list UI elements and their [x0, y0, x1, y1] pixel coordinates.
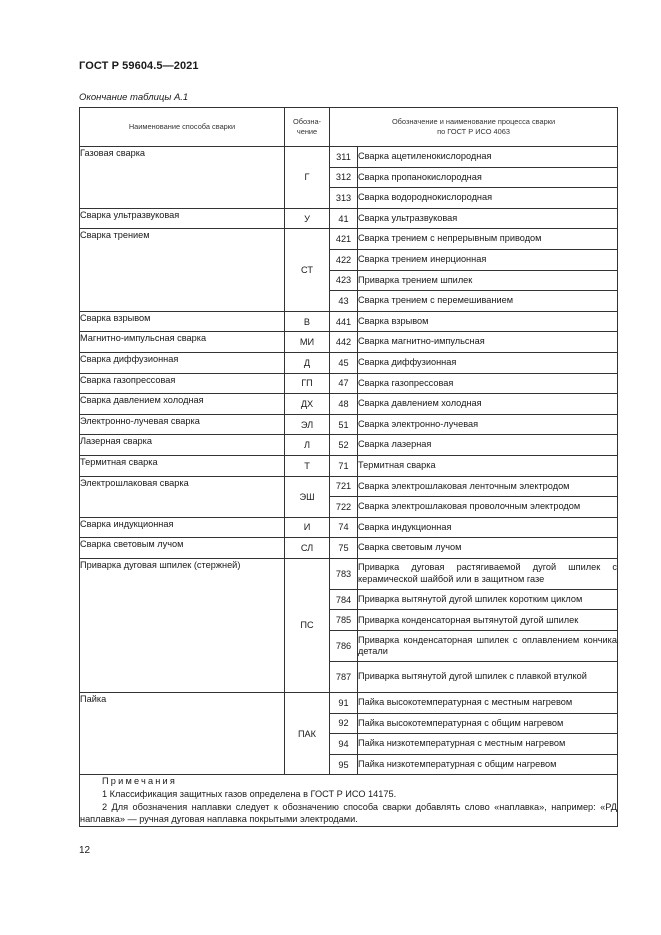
- abbr-cell: ЭШ: [285, 476, 330, 517]
- process-name-cell: Сварка трением с перемешиванием: [358, 291, 618, 312]
- method-cell: Пайка: [80, 693, 285, 775]
- abbr-cell: Д: [285, 352, 330, 373]
- table-row: [80, 476, 618, 497]
- abbr-cell: ГП: [285, 373, 330, 394]
- process-name-cell: Пайка низкотемпературная с местным нагревом: [358, 734, 618, 755]
- table-body: [80, 147, 618, 775]
- notes-row: [80, 775, 618, 826]
- process-code-cell: 45: [330, 352, 358, 373]
- process-name-cell: Сварка электронно-лучевая: [358, 414, 618, 435]
- process-name-cell: Сварка диффузионная: [358, 352, 618, 373]
- process-code-cell: 787: [330, 662, 358, 693]
- process-name-cell: Приварка дуговая растягиваемой дугой шпилек с керамической шайбой или в защитном газе: [358, 558, 618, 589]
- abbr-cell: МИ: [285, 332, 330, 353]
- process-name-cell: Пайка низкотемпературная с общим нагревом: [358, 754, 618, 775]
- page-number: 12: [79, 845, 91, 856]
- table-row: [80, 311, 618, 332]
- method-cell: Газовая сварка: [80, 147, 285, 209]
- process-name-cell: Сварка трением с непрерывным приводом: [358, 229, 618, 250]
- process-name-cell: Приварка конденсаторная вытянутой дугой шпилек: [358, 610, 618, 631]
- process-code-cell: 43: [330, 291, 358, 312]
- abbr-cell: ПС: [285, 558, 330, 692]
- process-code-cell: 721: [330, 476, 358, 497]
- process-code-cell: 312: [330, 167, 358, 188]
- table-row: [80, 373, 618, 394]
- process-name-cell: Сварка давлением холодная: [358, 394, 618, 415]
- table-row: [80, 693, 618, 714]
- process-name-cell: Пайка высокотемпературная с общим нагревом: [358, 713, 618, 734]
- table-row: [80, 394, 618, 415]
- abbr-cell: ДХ: [285, 394, 330, 415]
- process-code-cell: 421: [330, 229, 358, 250]
- table-row: [80, 229, 618, 250]
- method-cell: Приварка дуговая шпилек (стержней): [80, 558, 285, 692]
- process-code-cell: 784: [330, 589, 358, 610]
- process-code-cell: 48: [330, 394, 358, 415]
- process-code-cell: 75: [330, 538, 358, 559]
- method-cell: Сварка ультразвуковая: [80, 208, 285, 229]
- table-row: [80, 147, 618, 168]
- header-process: [330, 108, 618, 147]
- process-name-cell: Сварка электрошлаковая ленточным электродом: [358, 476, 618, 497]
- table-row: [80, 558, 618, 589]
- table-row: [80, 538, 618, 559]
- process-code-cell: 51: [330, 414, 358, 435]
- table-caption: Окончание таблицы А.1: [79, 92, 189, 103]
- table-row: [80, 414, 618, 435]
- method-cell: Электронно-лучевая сварка: [80, 414, 285, 435]
- method-cell: Сварка давлением холодная: [80, 394, 285, 415]
- process-name-cell: Сварка газопрессовая: [358, 373, 618, 394]
- note-item: 1 Классификация защитных газов определена в ГОСТ Р ИСО 14175.: [102, 789, 397, 800]
- method-cell: Сварка диффузионная: [80, 352, 285, 373]
- process-name-cell: Сварка пропанокислородная: [358, 167, 618, 188]
- method-cell: Сварка газопрессовая: [80, 373, 285, 394]
- process-code-cell: 91: [330, 693, 358, 714]
- process-code-cell: 47: [330, 373, 358, 394]
- abbr-cell: СЛ: [285, 538, 330, 559]
- abbr-cell: Т: [285, 455, 330, 476]
- method-cell: Сварка индукционная: [80, 517, 285, 538]
- table-row: [80, 332, 618, 353]
- method-cell: Сварка световым лучом: [80, 538, 285, 559]
- process-name-cell: Сварка взрывом: [358, 311, 618, 332]
- table-row: [80, 435, 618, 456]
- process-code-cell: 442: [330, 332, 358, 353]
- process-name-cell: Сварка ультразвуковая: [358, 208, 618, 229]
- method-cell: Сварка взрывом: [80, 311, 285, 332]
- method-cell: Термитная сварка: [80, 455, 285, 476]
- process-code-cell: 74: [330, 517, 358, 538]
- process-name-cell: Пайка высокотемпературная с местным нагревом: [358, 693, 618, 714]
- process-code-cell: 52: [330, 435, 358, 456]
- process-name-cell: Сварка водороднокислородная: [358, 188, 618, 209]
- method-cell: Электрошлаковая сварка: [80, 476, 285, 517]
- note-item: 2 Для обозначения наплавки следует к обозначению способа сварки добавлять слово «наплавка», например: «РД наплавка» — ручная дуговая наплавка покрытыми электродами.: [80, 801, 618, 825]
- process-name-cell: Сварка электрошлаковая проволочным электродом: [358, 497, 618, 518]
- document-code: ГОСТ Р 59604.5—2021: [79, 60, 199, 72]
- header-process-line2: по ГОСТ Р ИСО 4063: [437, 127, 510, 136]
- header-abbr-line1: Обозна-: [292, 117, 322, 126]
- process-code-cell: 441: [330, 311, 358, 332]
- process-code-cell: 722: [330, 497, 358, 518]
- process-name-cell: Термитная сварка: [358, 455, 618, 476]
- abbr-cell: ПАК: [285, 693, 330, 775]
- process-code-cell: 422: [330, 249, 358, 270]
- abbr-cell: Г: [285, 147, 330, 209]
- abbr-cell: В: [285, 311, 330, 332]
- header-process-line1: Обозначение и наименование процесса сварки: [391, 117, 556, 126]
- header-abbr: [285, 108, 330, 147]
- table-row: [80, 352, 618, 373]
- process-name-cell: Приварка трением шпилек: [358, 270, 618, 291]
- process-name-cell: Сварка световым лучом: [358, 538, 618, 559]
- process-code-cell: 71: [330, 455, 358, 476]
- abbr-cell: Л: [285, 435, 330, 456]
- header-method: Наименование способа сварки: [80, 108, 285, 147]
- table-row: [80, 517, 618, 538]
- notes-cell: [80, 775, 618, 826]
- abbr-cell: И: [285, 517, 330, 538]
- method-cell: Сварка трением: [80, 229, 285, 311]
- process-name-cell: Приварка конденсаторная шпилек с оплавлением кончика детали: [358, 631, 618, 662]
- table-row: [80, 208, 618, 229]
- process-name-cell: Сварка индукционная: [358, 517, 618, 538]
- process-code-cell: 311: [330, 147, 358, 168]
- abbr-cell: ЭЛ: [285, 414, 330, 435]
- method-cell: Лазерная сварка: [80, 435, 285, 456]
- process-code-cell: 786: [330, 631, 358, 662]
- process-name-cell: Сварка ацетиленокислородная: [358, 147, 618, 168]
- method-cell: Магнитно-импульсная сварка: [80, 332, 285, 353]
- process-code-cell: 95: [330, 754, 358, 775]
- abbr-cell: СТ: [285, 229, 330, 311]
- abbr-cell: У: [285, 208, 330, 229]
- process-name-cell: Приварка вытянутой дугой шпилек с плавкой втулкой: [358, 662, 618, 693]
- process-code-cell: 783: [330, 558, 358, 589]
- process-name-cell: Сварка трением инерционная: [358, 249, 618, 270]
- header-abbr-line2: чение: [296, 127, 318, 136]
- process-code-cell: 94: [330, 734, 358, 755]
- process-name-cell: Приварка вытянутой дугой шпилек коротким циклом: [358, 589, 618, 610]
- process-code-cell: 41: [330, 208, 358, 229]
- table-row: [80, 455, 618, 476]
- welding-methods-table: [79, 107, 618, 827]
- process-name-cell: Сварка лазерная: [358, 435, 618, 456]
- process-name-cell: Сварка магнитно-импульсная: [358, 332, 618, 353]
- table-header-row: [80, 108, 618, 147]
- process-code-cell: 423: [330, 270, 358, 291]
- process-code-cell: 785: [330, 610, 358, 631]
- process-code-cell: 92: [330, 713, 358, 734]
- notes-title: Примечания: [102, 776, 178, 787]
- process-code-cell: 313: [330, 188, 358, 209]
